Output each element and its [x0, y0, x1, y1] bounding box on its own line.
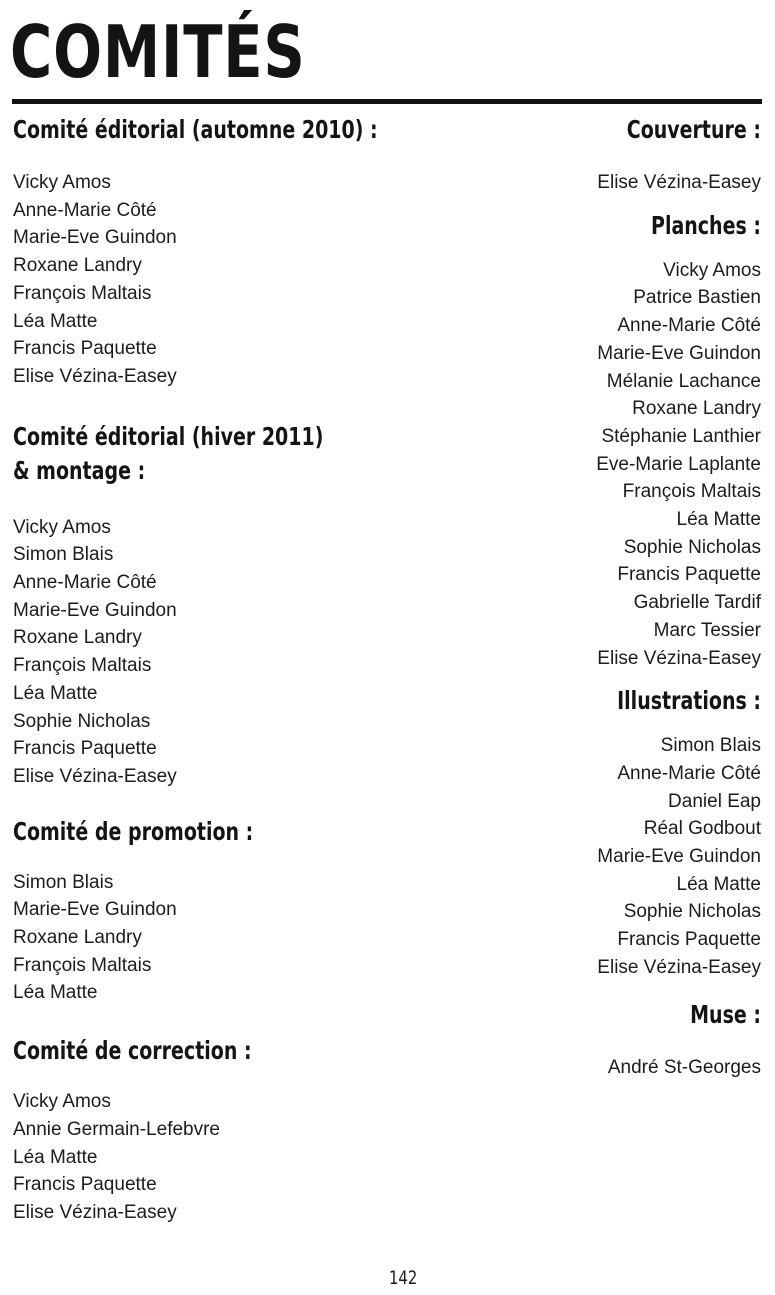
list-item: Sophie Nicholas: [13, 710, 151, 732]
section-cover: [401, 113, 761, 197]
list-item: Elise Vézina-Easey: [597, 172, 761, 193]
list-item: François Maltais: [13, 954, 152, 976]
list-item: Vicky Amos: [13, 1091, 111, 1113]
list-item: François Maltais: [13, 282, 152, 304]
page-number: 142: [389, 1267, 418, 1289]
list-item: Francis Paquette: [13, 338, 157, 360]
list-item: Patrice Bastien: [633, 287, 761, 309]
name-list: [13, 169, 383, 391]
name-list: [13, 1088, 383, 1227]
section-heading: Comité de correction :: [13, 1036, 252, 1066]
name-list: [13, 869, 383, 1008]
title-divider: [12, 99, 762, 104]
list-item: Gabrielle Tardif: [633, 592, 761, 614]
list-item: Marie-Eve Guindon: [597, 846, 761, 868]
list-item: Léa Matte: [676, 509, 761, 531]
section-heading: Illustrations :: [617, 686, 761, 716]
list-item: Sophie Nicholas: [623, 901, 761, 923]
list-item: Roxane Landry: [13, 255, 142, 277]
section-heading: Comité de promotion :: [13, 816, 254, 846]
list-item: Marie-Eve Guindon: [13, 899, 177, 921]
list-item: Vicky Amos: [663, 259, 761, 281]
list-item: Réal Godbout: [643, 818, 761, 840]
section-heading-line2: & montage :: [13, 455, 146, 485]
list-item: Francis Paquette: [13, 738, 157, 760]
list-item: Anne-Marie Côté: [617, 762, 761, 784]
section-muse: [401, 998, 761, 1082]
list-item: Marie-Eve Guindon: [597, 342, 761, 364]
list-item: Léa Matte: [13, 310, 98, 332]
list-item: Simon Blais: [13, 871, 114, 893]
list-item: Eve-Marie Laplante: [596, 453, 761, 475]
page-title: COMITÉS: [10, 10, 306, 94]
list-item: Anne-Marie Côté: [13, 199, 157, 221]
list-item: Elise Vézina-Easey: [13, 1201, 177, 1223]
list-item: Léa Matte: [13, 1146, 98, 1168]
list-item: Mélanie Lachance: [606, 370, 761, 392]
list-item: Léa Matte: [13, 982, 98, 1004]
section-heading: Comité éditorial (automne 2010) :: [13, 115, 378, 144]
left-column: [13, 113, 383, 1227]
name-list: [401, 169, 761, 197]
section-correction: [13, 1034, 383, 1227]
right-column: [401, 113, 761, 1081]
list-item: Marie-Eve Guindon: [13, 599, 177, 621]
list-item: Roxane Landry: [632, 398, 761, 420]
list-item: Elise Vézina-Easey: [13, 365, 177, 387]
section-plates: [401, 209, 761, 673]
list-item: Francis Paquette: [617, 564, 761, 586]
section-editorial-winter-2011: [13, 420, 383, 791]
name-list: [401, 1054, 761, 1082]
list-item: Simon Blais: [13, 544, 114, 566]
name-list: [13, 514, 383, 791]
list-item: André St-Georges: [607, 1056, 761, 1078]
section-heading: Couverture :: [626, 115, 761, 144]
list-item: Vicky Amos: [13, 172, 111, 193]
list-item: Elise Vézina-Easey: [597, 647, 761, 669]
section-illustrations: [401, 684, 761, 981]
list-item: Léa Matte: [676, 873, 761, 895]
list-item: Roxane Landry: [13, 927, 142, 949]
list-item: Léa Matte: [13, 682, 98, 704]
name-list: [401, 257, 761, 673]
list-item: Vicky Amos: [13, 516, 111, 538]
list-item: François Maltais: [13, 655, 152, 677]
list-item: Anne-Marie Côté: [13, 572, 157, 594]
list-item: Elise Vézina-Easey: [597, 956, 761, 978]
section-heading: Comité éditorial (hiver 2011): [13, 421, 324, 451]
list-item: François Maltais: [622, 481, 761, 503]
section-heading: Muse :: [690, 999, 761, 1029]
list-item: Marie-Eve Guindon: [13, 227, 177, 249]
list-item: Francis Paquette: [617, 929, 761, 951]
name-list: [401, 732, 761, 981]
list-item: Stéphanie Lanthier: [601, 425, 761, 447]
section-promotion: [13, 815, 383, 1008]
list-item: Anne-Marie Côté: [617, 315, 761, 337]
list-item: Sophie Nicholas: [623, 536, 761, 558]
list-item: Simon Blais: [660, 735, 761, 757]
list-item: Francis Paquette: [13, 1174, 157, 1196]
list-item: Elise Vézina-Easey: [13, 765, 177, 787]
list-item: Daniel Eap: [668, 790, 761, 812]
list-item: Annie Germain-Lefebvre: [13, 1118, 220, 1140]
section-heading: Planches :: [651, 210, 761, 240]
section-editorial-autumn-2010: [13, 113, 383, 391]
list-item: Roxane Landry: [13, 627, 142, 649]
list-item: Marc Tessier: [653, 619, 761, 641]
